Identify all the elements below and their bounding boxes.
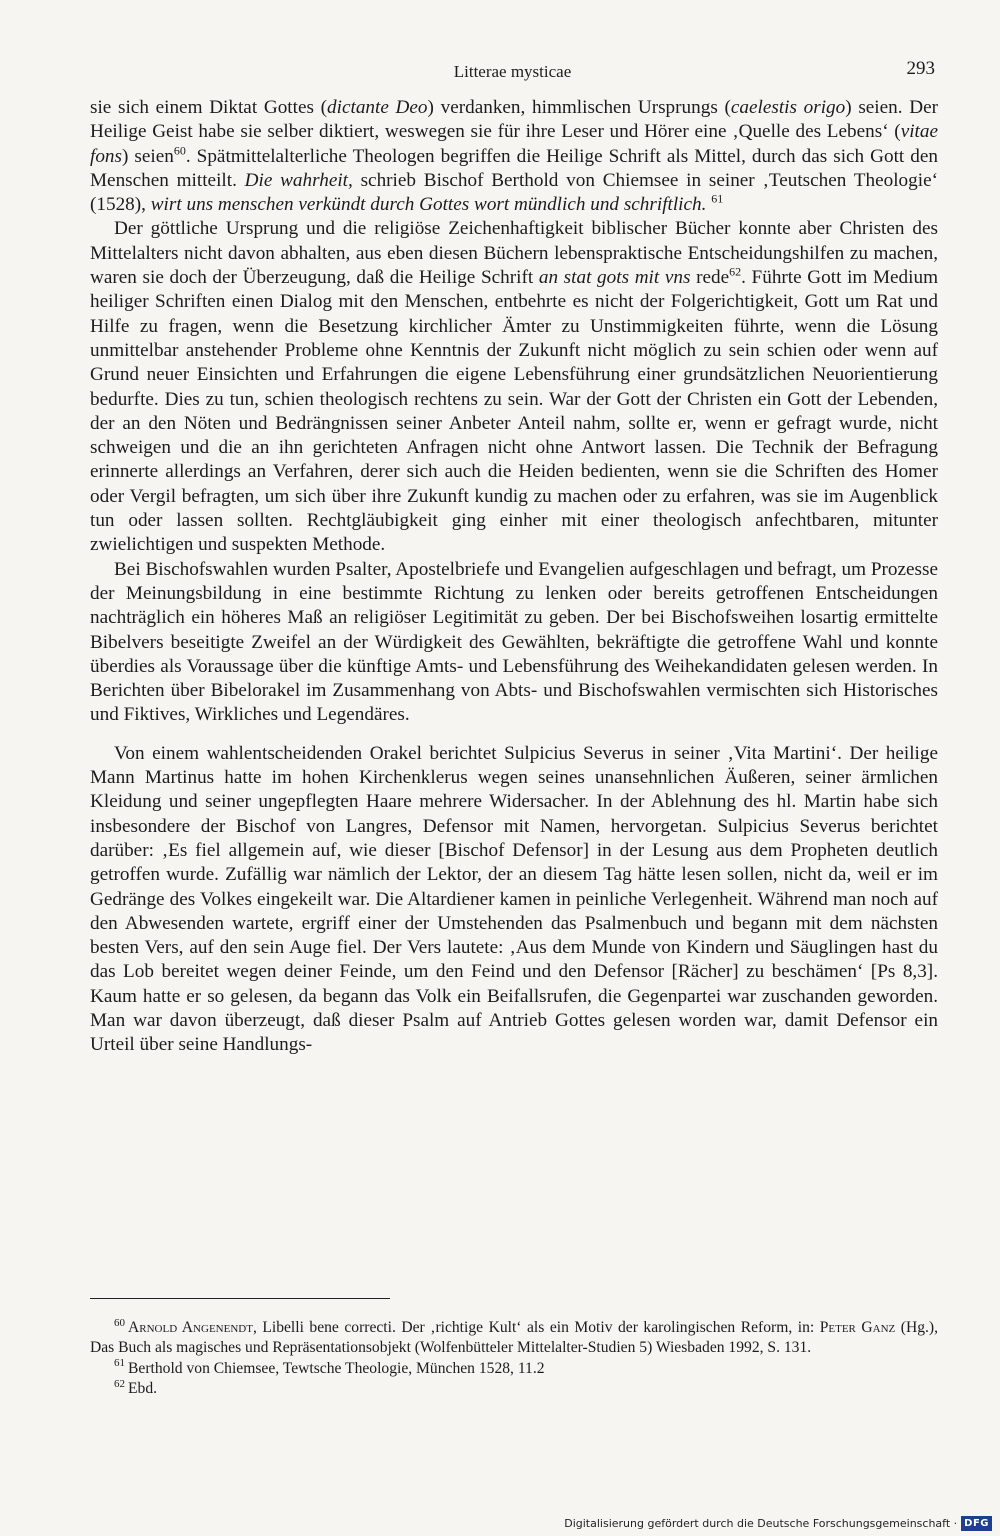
text-run: Bei Bischofswahlen wurden Psalter, Apostelbriefe und Evangelien aufgeschlagen und befragt, um Prozesse der Meinungsbildung in eine bestimmte Richtung zu lenken oder bereits getroffenen Entscheidungen nachträglich ein höheres Maß an religiöser Legitimität zu geben. Der bei Bischofsweihen losartig ermittelte Bibelvers beseitigte Zweifel an der Würdigkeit des Gewählten, bekräftigte die getroffene Wahl und konnte überdies als Voraussage über die künftige Amts- und Lebensführung des Weihekandidaten gelesen werden. In Berichten über Bibelorakel im Zusammenhang von Abts- und Bischofswahlen vermischten sich Historisches und Fiktives, Wirkliches und Legendäres.	[90, 558, 938, 726]
text-run: ) verdanken, himmlischen Ursprungs (	[427, 97, 731, 118]
page-number: 293	[906, 58, 935, 79]
running-head: Litterae mysticae	[453, 62, 572, 81]
author-name: Peter Ganz	[819, 1319, 896, 1336]
footnote-ref: 62	[729, 264, 742, 279]
text-run: ) seien	[122, 145, 174, 167]
text-run: (Hg.), Das Buch als magisches und Repräsentationsobjekt (Wolfenbütteler Mittelalter-Studien 5) Wiesbaden 1992, S. 131.	[90, 1319, 939, 1357]
footnote	[90, 1359, 938, 1379]
text-run: rede	[690, 267, 730, 289]
paragraph	[90, 217, 938, 557]
footnote-number: 61	[114, 1357, 125, 1370]
footnote	[90, 1379, 938, 1399]
paragraph	[90, 558, 938, 728]
text-run: schrieb Bischof Berthold von Chiemsee in seiner ‚Teutschen Theologie‘ (1528),	[90, 169, 938, 216]
italic-text: vitae fons	[90, 121, 938, 167]
footnote	[90, 1318, 938, 1359]
italic-text: wirt uns menschen verkündt durch Gottes wort mündlich und schriftlich.	[150, 194, 707, 216]
italic-text: Die wahrheit,	[244, 169, 353, 191]
author-name: Arnold Angenendt	[128, 1319, 253, 1336]
text-run: ) seien. Der Heilige Geist habe sie selber diktiert, weswegen sie für ihre Leser und Hörer eine ‚Quelle des Lebens‘ (	[90, 97, 939, 143]
dfg-logo: DFG	[961, 1516, 992, 1531]
text-run: Ebd.	[128, 1379, 158, 1397]
page-header	[90, 58, 935, 88]
footnotes	[90, 1318, 938, 1399]
italic-text: an stat gots mit vns	[538, 267, 691, 289]
credit-text: Digitalisierung gefördert durch die Deutsche Forschungsgemeinschaft ·	[564, 1516, 958, 1530]
text-run: Der göttliche Ursprung und die religiöse Zeichenhaftigkeit biblischer Bücher konnte aber Christen des Mittelalters nicht davon abhalten, aus eben diesen Büchern lebenspraktische Entscheidungshilfen zu machen, waren sie doch der Überzeugung, daß die Heilige Schrift	[90, 218, 938, 289]
text-run: Von einem wahlentscheidenden Orakel berichtet Sulpicius Severus in seiner ‚Vita Martini‘. Der heilige Mann Martinus hatte im hohen Kirchenklerus wegen seines unansehnlichen Äußeren, seiner ärmlichen Kleidung und seiner ungepflegten Haare mehrere Widersacher. In der Ablehnung des hl. Martin habe sich insbesondere der Bischof von Langres, Defensor mit Namen, hervorgetan. Sulpicius Severus berichtet darüber: ‚Es fiel allgemein auf, wie dieser [Bischof Defensor] in der Lesung aus dem Propheten deutlich getroffen wurde. Zufällig war nämlich der Lektor, der an diesem Tag hätte lesen sollen, nicht da, weil er im Gedränge des Volkes eingekeilt war. Die Altardiener kamen in peinliche Verlegenheit. Während man noch auf den Abwesenden wartete, ergriff einer der Umstehenden das Psalmenbuch und begann mit dem nächsten besten Vers, auf den sein Auge fiel. Der Vers lautete: ‚Aus dem Munde von Kindern und Säuglingen hast du das Lob bereitet wegen deiner Feinde, um den Feind und den Defensor [Rächer] zu beschämen‘ [Ps 8,3]. Kaum hatte er so gelesen, da begann das Volk ein Beifallsrufen, die Gegenpartei war zuschanden geworden. Man war davon überzeugt, daß dieser Psalm auf Antrieb Gottes gelesen worden war, damit Defensor ein Urteil über seine Handlungs-	[90, 742, 938, 1056]
text-run: sie sich einem Diktat Gottes (	[90, 97, 328, 118]
italic-text: caelestis origo	[730, 97, 846, 118]
footnote-number: 60	[114, 1316, 125, 1329]
body-text	[90, 96, 938, 1058]
text-run: . Spätmittelalterliche Theologen begriffen die Heilige Schrift als Mittel, durch das sich Gott den Menschen mitteilt.	[90, 145, 938, 191]
footnote-ref: 61	[711, 191, 724, 206]
footnote-number: 62	[114, 1377, 125, 1390]
text-run: . Führte Gott im Medium heiliger Schriften einen Dialog mit den Menschen, entbehrte es nicht der Folgerichtigkeit, Gott um Rat und Hilfe zu fragen, wenn die Besetzung kirchlicher Ämter zu Unstimmigkeiten führte, wenn die Lösung unmittelbar anstehender Probleme ohne Kenntnis der Zukunft nicht möglich zu sein schien oder wenn auf Grund neuer Einsichten und Erfahrungen die eigene Lebensführung einer grundsätzlichen Neuorientierung bedurfte. Dies zu tun, schien theologisch rechtens zu sein. War der Gott der Christen ein Gott der Lebenden, der an den Nöten und Bedrängnissen seiner Anbeter Anteil nahm, sollte er, wenn er gefragt wurde, nicht schweigen und die an ihn gerichteten Anfragen nicht ohne Antwort lassen. Die Technik der Befragung erinnerte allerdings an Verfahren, derer sich auch die Heiden bedienten, wenn sie die Schriften des Homer oder Vergil befragten, um sich über ihre Zukunft kundig zu machen oder zu erfahren, was sie im Augenblick tun oder lassen sollten. Rechtgläubigkeit ging einher mit einer theologisch anfechtbaren, mitunter zwielichtigen und suspekten Methode.	[90, 267, 938, 556]
italic-text: dictante Deo	[327, 97, 428, 118]
paragraph	[90, 742, 938, 1058]
paragraph	[90, 96, 938, 217]
footnote-ref: 60	[173, 143, 186, 158]
digitization-credit	[564, 1512, 992, 1534]
text-run: , Libelli bene correcti. Der ‚richtige Kult‘ als ein Motiv der karolingischen Reform, in:	[252, 1319, 820, 1336]
footnote-separator	[90, 1298, 390, 1299]
text-run: Berthold von Chiemsee, Tewtsche Theologie, München 1528, 11.2	[128, 1359, 545, 1377]
